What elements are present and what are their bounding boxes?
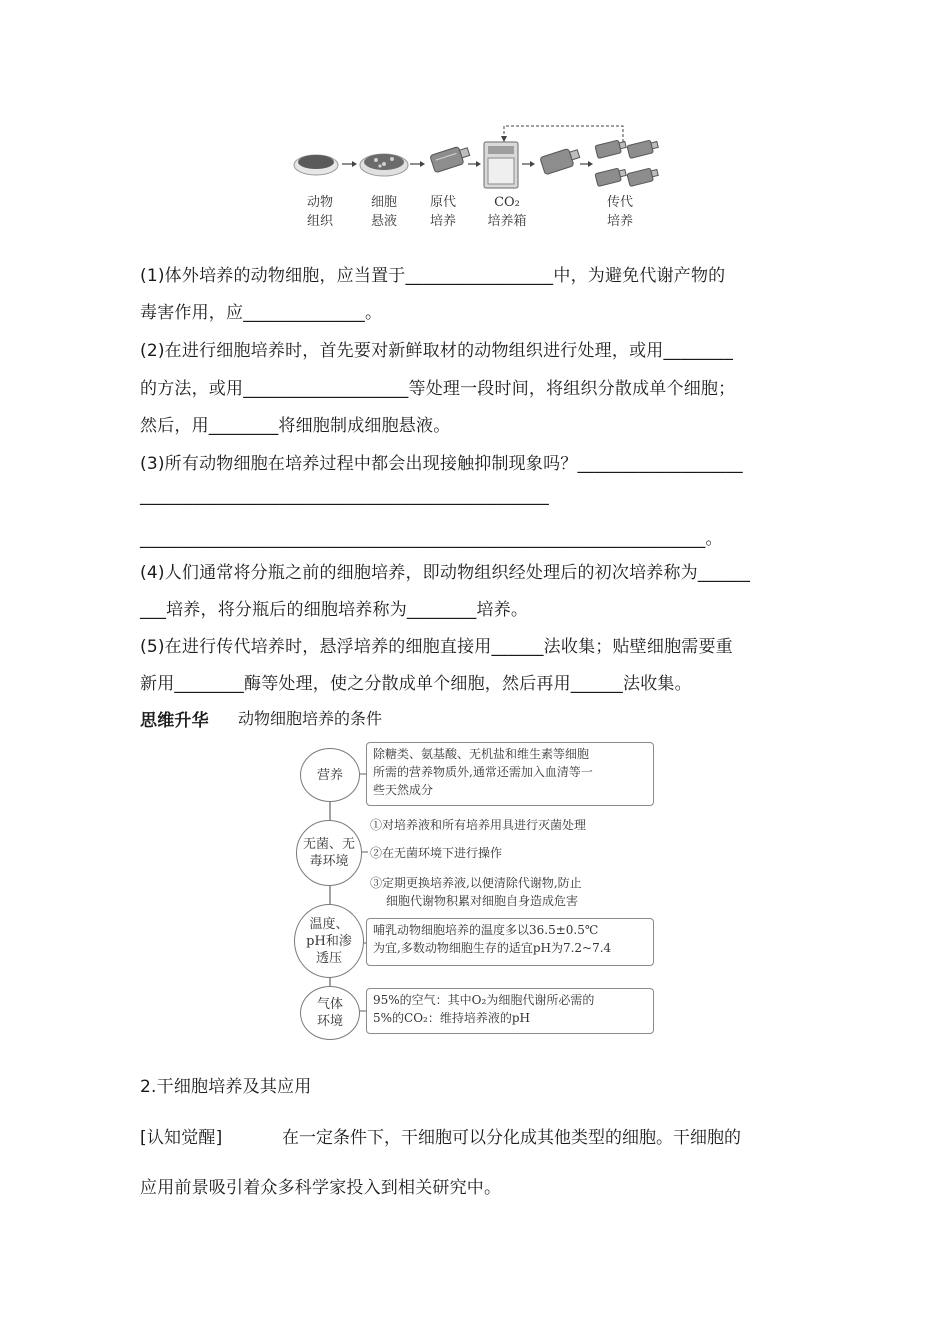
section-title: 动物细胞培养的条件 [238,709,383,728]
gas-text-1: 95%的空气：其中O₂为细胞代谢所必需的 [373,993,595,1007]
question-5-line-1: (5)在进行传代培养时，悬浮培养的细胞直接用______法收集；贴壁细胞需要重 [140,637,733,657]
question-5-line-2: 新用________酶等处理，使之分散成单个细胞，然后再用______法收集。 [140,674,692,694]
node-gas [300,986,360,1040]
node-temperature-title-2: pH和渗 [306,933,352,949]
node-temperature-title-3: 透压 [315,950,342,966]
node-temperature-title-1: 温度、 [309,916,349,932]
figure-label-passage: 传代 培养 [606,195,633,229]
sterile-item-2: ②在无菌环境下进行操作 [370,846,503,860]
node-temperature [294,904,364,978]
question-3-line-1: (3)所有动物细胞在培养过程中都会出现接触抑制现象吗？___________________ [140,454,743,474]
node-sterile-title-2: 毒环境 [309,854,349,869]
node-sterile-title-1: 无菌、无 [302,837,355,852]
figure-label-primary: 原代 培养 [429,195,456,229]
figure-label-tissue: 动物 组织 [306,195,333,229]
sterile-item-1: ①对培养液和所有培养用具进行灭菌处理 [370,818,587,832]
nutrition-text-1: 除糖类、氨基酸、无机盐和维生素等细胞 [373,747,590,761]
node-nutrition [300,748,360,802]
section-label: 思维升华 [140,711,209,731]
sterile-item-3: ③定期更换培养液,以便清除代谢物,防止 [370,876,582,890]
part2-heading: 2.干细胞培养及其应用 [140,1077,312,1097]
question-4-line-1: (4)人们通常将分瓶之前的细胞培养，即动物组织经处理后的初次培养称为______ [140,563,751,583]
temperature-text-2: 为宜,多数动物细胞生存的适宜pH为7.2~7.4 [373,941,612,955]
question-4-line-2: ___培养，将分瓶后的细胞培养称为________培养。 [140,600,529,620]
question-2-line-2: 的方法，或用___________________等处理一段时间，将组织分散成单个细胞； [140,379,736,399]
culture-process-illustration [288,120,668,200]
question-3-line-3: _________________________________________________________________。 [140,529,723,549]
sterile-item-3-cont: 细胞代谢物积累对细胞自身造成危害 [386,894,579,908]
part2-text-line-2: 应用前景吸引着众多科学家投入到相关研究中。 [140,1178,502,1198]
question-3-line-2: _______________________________________________ [140,486,549,506]
nutrition-text-3: 些天然成分 [373,783,434,797]
temperature-detail-box [366,918,654,966]
question-1-line-2: 毒害作用，应______________。 [140,303,383,323]
figure-label-suspension: 细胞 悬液 [370,195,397,229]
question-2-line-1: (2)在进行细胞培养时，首先要对新鲜取材的动物组织进行处理，或用________ [140,341,734,361]
gas-text-2: 5%的CO₂：维持培养液的pH [373,1011,531,1025]
part2-text-line-1: 在一定条件下，干细胞可以分化成其他类型的细胞。干细胞的 [282,1128,741,1148]
part2-tag: [认知觉醒] [140,1128,223,1148]
question-2-line-3: 然后，用________将细胞制成细胞悬液。 [140,416,451,436]
node-gas-title-1: 气体 [316,997,343,1012]
gas-detail-box [366,988,654,1034]
nutrition-text-2: 所需的营养物质外,通常还需加入血清等一 [373,765,593,779]
temperature-text-1: 哺乳动物细胞培养的温度多以36.5±0.5℃ [373,923,599,937]
nutrition-detail-box [366,742,654,806]
question-1-line-1: (1)体外培养的动物细胞，应当置于_________________中，为避免代谢产物的 [140,266,726,286]
figure-label-incubator: CO₂ 培养箱 [487,195,527,229]
node-sterile [296,820,362,886]
node-gas-title-2: 环境 [316,1014,343,1029]
node-nutrition-title: 营养 [316,767,343,783]
conditions-mindmap [290,738,660,1038]
